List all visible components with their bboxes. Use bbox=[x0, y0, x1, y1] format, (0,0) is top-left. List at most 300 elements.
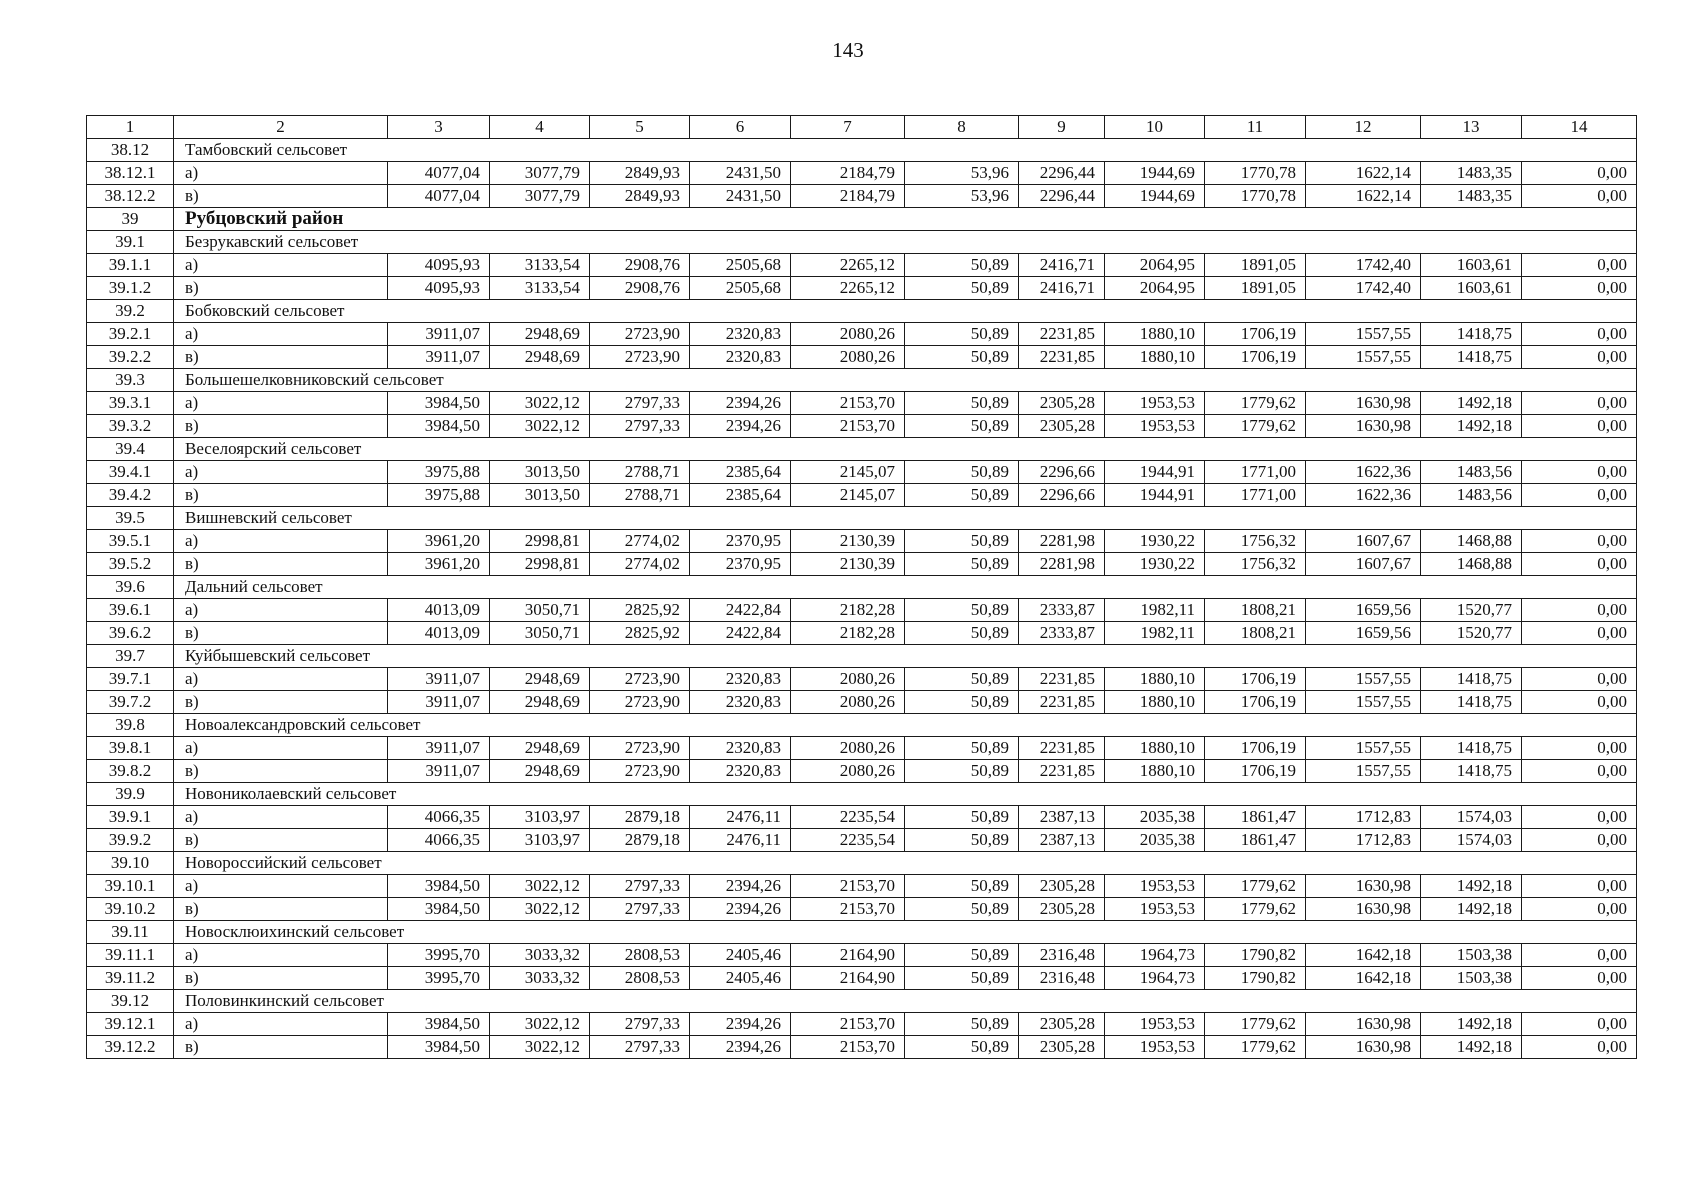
value-cell: 1930,22 bbox=[1105, 553, 1205, 576]
value-cell: 2849,93 bbox=[590, 162, 690, 185]
value-cell: 2908,76 bbox=[590, 277, 690, 300]
table-row bbox=[87, 1036, 1637, 1059]
row-code: 39.2.1 bbox=[87, 323, 174, 346]
value-cell: 3911,07 bbox=[388, 691, 490, 714]
value-cell: 1964,73 bbox=[1105, 944, 1205, 967]
value-cell: 2320,83 bbox=[690, 760, 791, 783]
value-cell: 4013,09 bbox=[388, 622, 490, 645]
value-cell: 1630,98 bbox=[1306, 392, 1421, 415]
value-cell: 50,89 bbox=[905, 461, 1019, 484]
settlement-name: Новосклюихинский сельсовет bbox=[174, 921, 1637, 944]
row-label: в) bbox=[174, 898, 388, 921]
value-cell: 50,89 bbox=[905, 484, 1019, 507]
settlement-name: Куйбышевский сельсовет bbox=[174, 645, 1637, 668]
table-row bbox=[87, 323, 1637, 346]
value-cell: 2265,12 bbox=[791, 254, 905, 277]
settlement-row bbox=[87, 645, 1637, 668]
value-cell: 1574,03 bbox=[1421, 806, 1522, 829]
value-cell: 1944,91 bbox=[1105, 461, 1205, 484]
row-label: а) bbox=[174, 944, 388, 967]
value-cell: 4066,35 bbox=[388, 806, 490, 829]
value-cell: 2130,39 bbox=[791, 530, 905, 553]
value-cell: 50,89 bbox=[905, 1013, 1019, 1036]
value-cell: 1790,82 bbox=[1205, 944, 1306, 967]
row-code: 39.11.1 bbox=[87, 944, 174, 967]
value-cell: 3911,07 bbox=[388, 668, 490, 691]
row-code: 39.10.2 bbox=[87, 898, 174, 921]
value-cell: 1944,69 bbox=[1105, 185, 1205, 208]
row-label: а) bbox=[174, 254, 388, 277]
value-cell: 2296,44 bbox=[1019, 185, 1105, 208]
settlement-row bbox=[87, 300, 1637, 323]
value-cell: 1603,61 bbox=[1421, 277, 1522, 300]
value-cell: 2064,95 bbox=[1105, 254, 1205, 277]
value-cell: 1706,19 bbox=[1205, 691, 1306, 714]
row-label: а) bbox=[174, 599, 388, 622]
settlement-row bbox=[87, 783, 1637, 806]
value-cell: 1861,47 bbox=[1205, 829, 1306, 852]
settlement-row bbox=[87, 714, 1637, 737]
value-cell: 0,00 bbox=[1522, 346, 1637, 369]
value-cell: 1712,83 bbox=[1306, 806, 1421, 829]
settlement-row bbox=[87, 507, 1637, 530]
value-cell: 2394,26 bbox=[690, 898, 791, 921]
value-cell: 2948,69 bbox=[490, 760, 590, 783]
value-cell: 2153,70 bbox=[791, 1013, 905, 1036]
value-cell: 2035,38 bbox=[1105, 829, 1205, 852]
value-cell: 4077,04 bbox=[388, 162, 490, 185]
value-cell: 3911,07 bbox=[388, 323, 490, 346]
row-code: 38.12 bbox=[87, 139, 174, 162]
table-row bbox=[87, 829, 1637, 852]
value-cell: 2153,70 bbox=[791, 392, 905, 415]
row-label: а) bbox=[174, 1013, 388, 1036]
value-cell: 1712,83 bbox=[1306, 829, 1421, 852]
table-row bbox=[87, 392, 1637, 415]
row-code: 39.10 bbox=[87, 852, 174, 875]
row-code: 39.5.1 bbox=[87, 530, 174, 553]
value-cell: 2064,95 bbox=[1105, 277, 1205, 300]
value-cell: 50,89 bbox=[905, 553, 1019, 576]
value-cell: 1790,82 bbox=[1205, 967, 1306, 990]
value-cell: 1622,36 bbox=[1306, 461, 1421, 484]
settlement-row bbox=[87, 139, 1637, 162]
row-code: 38.12.1 bbox=[87, 162, 174, 185]
value-cell: 3022,12 bbox=[490, 875, 590, 898]
column-number-header: 12 bbox=[1306, 116, 1421, 139]
value-cell: 1880,10 bbox=[1105, 760, 1205, 783]
value-cell: 1557,55 bbox=[1306, 691, 1421, 714]
value-cell: 1622,36 bbox=[1306, 484, 1421, 507]
value-cell: 53,96 bbox=[905, 185, 1019, 208]
value-cell: 0,00 bbox=[1522, 415, 1637, 438]
value-cell: 2320,83 bbox=[690, 323, 791, 346]
value-cell: 2296,44 bbox=[1019, 162, 1105, 185]
value-cell: 2998,81 bbox=[490, 553, 590, 576]
value-cell: 1779,62 bbox=[1205, 415, 1306, 438]
value-cell: 3975,88 bbox=[388, 461, 490, 484]
value-cell: 1642,18 bbox=[1306, 944, 1421, 967]
value-cell: 3022,12 bbox=[490, 415, 590, 438]
row-code: 39.9.1 bbox=[87, 806, 174, 829]
value-cell: 1742,40 bbox=[1306, 277, 1421, 300]
value-cell: 3050,71 bbox=[490, 599, 590, 622]
value-cell: 2145,07 bbox=[791, 461, 905, 484]
value-cell: 3961,20 bbox=[388, 530, 490, 553]
table-row bbox=[87, 760, 1637, 783]
value-cell: 50,89 bbox=[905, 415, 1019, 438]
table-row bbox=[87, 277, 1637, 300]
row-code: 39.1 bbox=[87, 231, 174, 254]
value-cell: 2723,90 bbox=[590, 323, 690, 346]
value-cell: 2774,02 bbox=[590, 530, 690, 553]
value-cell: 0,00 bbox=[1522, 599, 1637, 622]
value-cell: 2385,64 bbox=[690, 461, 791, 484]
value-cell: 50,89 bbox=[905, 622, 1019, 645]
value-cell: 0,00 bbox=[1522, 668, 1637, 691]
column-number-header: 14 bbox=[1522, 116, 1637, 139]
settlement-name: Новороссийский сельсовет bbox=[174, 852, 1637, 875]
value-cell: 3133,54 bbox=[490, 277, 590, 300]
value-cell: 1779,62 bbox=[1205, 392, 1306, 415]
value-cell: 2948,69 bbox=[490, 346, 590, 369]
value-cell: 1756,32 bbox=[1205, 530, 1306, 553]
value-cell: 1642,18 bbox=[1306, 967, 1421, 990]
value-cell: 4095,93 bbox=[388, 254, 490, 277]
value-cell: 1659,56 bbox=[1306, 622, 1421, 645]
row-code: 39.7.1 bbox=[87, 668, 174, 691]
column-number-header: 2 bbox=[174, 116, 388, 139]
value-cell: 1779,62 bbox=[1205, 1036, 1306, 1059]
column-number-header: 8 bbox=[905, 116, 1019, 139]
row-label: в) bbox=[174, 185, 388, 208]
value-cell: 3133,54 bbox=[490, 254, 590, 277]
value-cell: 1861,47 bbox=[1205, 806, 1306, 829]
value-cell: 2879,18 bbox=[590, 829, 690, 852]
value-cell: 3033,32 bbox=[490, 944, 590, 967]
value-cell: 50,89 bbox=[905, 944, 1019, 967]
column-number-header: 9 bbox=[1019, 116, 1105, 139]
value-cell: 1930,22 bbox=[1105, 530, 1205, 553]
value-cell: 1483,56 bbox=[1421, 461, 1522, 484]
table-row bbox=[87, 415, 1637, 438]
row-code: 39.6.2 bbox=[87, 622, 174, 645]
table-row bbox=[87, 254, 1637, 277]
value-cell: 3103,97 bbox=[490, 806, 590, 829]
value-cell: 1779,62 bbox=[1205, 1013, 1306, 1036]
value-cell: 2320,83 bbox=[690, 691, 791, 714]
settlement-row bbox=[87, 990, 1637, 1013]
value-cell: 1630,98 bbox=[1306, 1013, 1421, 1036]
value-cell: 2422,84 bbox=[690, 622, 791, 645]
value-cell: 2788,71 bbox=[590, 484, 690, 507]
value-cell: 1418,75 bbox=[1421, 691, 1522, 714]
value-cell: 2908,76 bbox=[590, 254, 690, 277]
value-cell: 1706,19 bbox=[1205, 668, 1306, 691]
value-cell: 3013,50 bbox=[490, 484, 590, 507]
value-cell: 1492,18 bbox=[1421, 415, 1522, 438]
row-label: а) bbox=[174, 668, 388, 691]
value-cell: 3961,20 bbox=[388, 553, 490, 576]
value-cell: 2231,85 bbox=[1019, 737, 1105, 760]
table-row bbox=[87, 346, 1637, 369]
value-cell: 1468,88 bbox=[1421, 530, 1522, 553]
value-cell: 0,00 bbox=[1522, 254, 1637, 277]
value-cell: 0,00 bbox=[1522, 760, 1637, 783]
row-label: а) bbox=[174, 461, 388, 484]
row-code: 39.10.1 bbox=[87, 875, 174, 898]
table-row bbox=[87, 622, 1637, 645]
value-cell: 2153,70 bbox=[791, 898, 905, 921]
value-cell: 1953,53 bbox=[1105, 392, 1205, 415]
value-cell: 2182,28 bbox=[791, 622, 905, 645]
value-cell: 1808,21 bbox=[1205, 622, 1306, 645]
settlement-row bbox=[87, 369, 1637, 392]
value-cell: 2385,64 bbox=[690, 484, 791, 507]
value-cell: 1779,62 bbox=[1205, 875, 1306, 898]
value-cell: 2231,85 bbox=[1019, 760, 1105, 783]
value-cell: 1944,69 bbox=[1105, 162, 1205, 185]
value-cell: 2797,33 bbox=[590, 415, 690, 438]
row-code: 39.12 bbox=[87, 990, 174, 1013]
row-code: 39.5 bbox=[87, 507, 174, 530]
value-cell: 3995,70 bbox=[388, 967, 490, 990]
settlement-name: Тамбовский сельсовет bbox=[174, 139, 1637, 162]
value-cell: 4077,04 bbox=[388, 185, 490, 208]
value-cell: 50,89 bbox=[905, 530, 1019, 553]
value-cell: 1483,35 bbox=[1421, 185, 1522, 208]
row-code: 39.4.1 bbox=[87, 461, 174, 484]
value-cell: 3022,12 bbox=[490, 1036, 590, 1059]
column-number-header: 3 bbox=[388, 116, 490, 139]
row-code: 39.6.1 bbox=[87, 599, 174, 622]
value-cell: 1483,56 bbox=[1421, 484, 1522, 507]
table-row bbox=[87, 162, 1637, 185]
value-cell: 50,89 bbox=[905, 668, 1019, 691]
value-cell: 1492,18 bbox=[1421, 1013, 1522, 1036]
value-cell: 2394,26 bbox=[690, 392, 791, 415]
row-label: в) bbox=[174, 553, 388, 576]
table-row bbox=[87, 530, 1637, 553]
row-label: а) bbox=[174, 875, 388, 898]
value-cell: 2153,70 bbox=[791, 415, 905, 438]
settlement-name: Большешелковниковский сельсовет bbox=[174, 369, 1637, 392]
settlement-name: Веселоярский сельсовет bbox=[174, 438, 1637, 461]
value-cell: 1880,10 bbox=[1105, 737, 1205, 760]
table-row bbox=[87, 484, 1637, 507]
row-label: в) bbox=[174, 691, 388, 714]
value-cell: 3984,50 bbox=[388, 415, 490, 438]
value-cell: 1808,21 bbox=[1205, 599, 1306, 622]
value-cell: 2184,79 bbox=[791, 162, 905, 185]
column-number-header: 13 bbox=[1421, 116, 1522, 139]
table-row bbox=[87, 185, 1637, 208]
value-cell: 50,89 bbox=[905, 599, 1019, 622]
value-cell: 0,00 bbox=[1522, 1013, 1637, 1036]
value-cell: 50,89 bbox=[905, 691, 1019, 714]
value-cell: 2164,90 bbox=[791, 967, 905, 990]
value-cell: 2394,26 bbox=[690, 1013, 791, 1036]
value-cell: 2849,93 bbox=[590, 185, 690, 208]
value-cell: 3911,07 bbox=[388, 737, 490, 760]
row-code: 39.5.2 bbox=[87, 553, 174, 576]
row-label: в) bbox=[174, 346, 388, 369]
value-cell: 1953,53 bbox=[1105, 415, 1205, 438]
value-cell: 2476,11 bbox=[690, 829, 791, 852]
value-cell: 2305,28 bbox=[1019, 415, 1105, 438]
value-cell: 2797,33 bbox=[590, 875, 690, 898]
value-cell: 0,00 bbox=[1522, 967, 1637, 990]
row-code: 39.12.1 bbox=[87, 1013, 174, 1036]
value-cell: 1964,73 bbox=[1105, 967, 1205, 990]
row-label: а) bbox=[174, 737, 388, 760]
value-cell: 1706,19 bbox=[1205, 346, 1306, 369]
value-cell: 50,89 bbox=[905, 323, 1019, 346]
row-code: 39.8.1 bbox=[87, 737, 174, 760]
value-cell: 2153,70 bbox=[791, 1036, 905, 1059]
value-cell: 0,00 bbox=[1522, 461, 1637, 484]
value-cell: 1557,55 bbox=[1306, 760, 1421, 783]
value-cell: 1659,56 bbox=[1306, 599, 1421, 622]
value-cell: 50,89 bbox=[905, 737, 1019, 760]
table-row bbox=[87, 461, 1637, 484]
value-cell: 1630,98 bbox=[1306, 898, 1421, 921]
value-cell: 1557,55 bbox=[1306, 668, 1421, 691]
value-cell: 4095,93 bbox=[388, 277, 490, 300]
value-cell: 1520,77 bbox=[1421, 622, 1522, 645]
value-cell: 0,00 bbox=[1522, 553, 1637, 576]
row-code: 39.4 bbox=[87, 438, 174, 461]
value-cell: 2320,83 bbox=[690, 668, 791, 691]
value-cell: 2788,71 bbox=[590, 461, 690, 484]
value-cell: 2316,48 bbox=[1019, 944, 1105, 967]
table-row bbox=[87, 691, 1637, 714]
value-cell: 0,00 bbox=[1522, 829, 1637, 852]
value-cell: 53,96 bbox=[905, 162, 1019, 185]
value-cell: 1630,98 bbox=[1306, 1036, 1421, 1059]
value-cell: 1418,75 bbox=[1421, 737, 1522, 760]
value-cell: 3077,79 bbox=[490, 185, 590, 208]
row-code: 39.3.2 bbox=[87, 415, 174, 438]
value-cell: 2476,11 bbox=[690, 806, 791, 829]
value-cell: 4066,35 bbox=[388, 829, 490, 852]
value-cell: 0,00 bbox=[1522, 737, 1637, 760]
value-cell: 1880,10 bbox=[1105, 323, 1205, 346]
value-cell: 0,00 bbox=[1522, 277, 1637, 300]
settlement-name: Дальний сельсовет bbox=[174, 576, 1637, 599]
row-label: в) bbox=[174, 484, 388, 507]
value-cell: 1492,18 bbox=[1421, 392, 1522, 415]
value-cell: 50,89 bbox=[905, 967, 1019, 990]
value-cell: 3984,50 bbox=[388, 1013, 490, 1036]
row-code: 39.8 bbox=[87, 714, 174, 737]
settlement-name: Безрукавский сельсовет bbox=[174, 231, 1637, 254]
value-cell: 2394,26 bbox=[690, 1036, 791, 1059]
value-cell: 2320,83 bbox=[690, 737, 791, 760]
value-cell: 1770,78 bbox=[1205, 162, 1306, 185]
table-row bbox=[87, 875, 1637, 898]
table-row bbox=[87, 898, 1637, 921]
value-cell: 2416,71 bbox=[1019, 277, 1105, 300]
value-cell: 2797,33 bbox=[590, 1036, 690, 1059]
value-cell: 2130,39 bbox=[791, 553, 905, 576]
value-cell: 2808,53 bbox=[590, 944, 690, 967]
value-cell: 50,89 bbox=[905, 760, 1019, 783]
value-cell: 2080,26 bbox=[791, 760, 905, 783]
value-cell: 1756,32 bbox=[1205, 553, 1306, 576]
settlement-name: Бобковский сельсовет bbox=[174, 300, 1637, 323]
value-cell: 2164,90 bbox=[791, 944, 905, 967]
value-cell: 1706,19 bbox=[1205, 760, 1306, 783]
table-row bbox=[87, 737, 1637, 760]
district-name: Рубцовский район bbox=[174, 208, 1637, 231]
value-cell: 2948,69 bbox=[490, 691, 590, 714]
value-cell: 2998,81 bbox=[490, 530, 590, 553]
value-cell: 0,00 bbox=[1522, 806, 1637, 829]
value-cell: 2145,07 bbox=[791, 484, 905, 507]
row-code: 39.8.2 bbox=[87, 760, 174, 783]
value-cell: 2948,69 bbox=[490, 323, 590, 346]
row-label: в) bbox=[174, 277, 388, 300]
value-cell: 2080,26 bbox=[791, 691, 905, 714]
value-cell: 2333,87 bbox=[1019, 622, 1105, 645]
settlement-name: Новоалександровский сельсовет bbox=[174, 714, 1637, 737]
value-cell: 0,00 bbox=[1522, 898, 1637, 921]
value-cell: 3033,32 bbox=[490, 967, 590, 990]
table-row bbox=[87, 599, 1637, 622]
value-cell: 0,00 bbox=[1522, 622, 1637, 645]
value-cell: 2184,79 bbox=[791, 185, 905, 208]
value-cell: 2723,90 bbox=[590, 668, 690, 691]
value-cell: 2231,85 bbox=[1019, 346, 1105, 369]
value-cell: 2879,18 bbox=[590, 806, 690, 829]
value-cell: 4013,09 bbox=[388, 599, 490, 622]
value-cell: 1880,10 bbox=[1105, 346, 1205, 369]
value-cell: 2431,50 bbox=[690, 185, 791, 208]
value-cell: 1891,05 bbox=[1205, 254, 1306, 277]
column-number-header: 10 bbox=[1105, 116, 1205, 139]
value-cell: 0,00 bbox=[1522, 691, 1637, 714]
value-cell: 2035,38 bbox=[1105, 806, 1205, 829]
value-cell: 2723,90 bbox=[590, 691, 690, 714]
value-cell: 3077,79 bbox=[490, 162, 590, 185]
value-cell: 0,00 bbox=[1522, 484, 1637, 507]
value-cell: 2505,68 bbox=[690, 254, 791, 277]
value-cell: 2394,26 bbox=[690, 875, 791, 898]
value-cell: 0,00 bbox=[1522, 1036, 1637, 1059]
value-cell: 0,00 bbox=[1522, 162, 1637, 185]
value-cell: 50,89 bbox=[905, 1036, 1019, 1059]
column-number-header: 5 bbox=[590, 116, 690, 139]
value-cell: 1953,53 bbox=[1105, 875, 1205, 898]
value-cell: 2153,70 bbox=[791, 875, 905, 898]
table-row bbox=[87, 944, 1637, 967]
value-cell: 2797,33 bbox=[590, 898, 690, 921]
value-cell: 2333,87 bbox=[1019, 599, 1105, 622]
settlement-row bbox=[87, 921, 1637, 944]
value-cell: 50,89 bbox=[905, 829, 1019, 852]
value-cell: 3984,50 bbox=[388, 1036, 490, 1059]
value-cell: 1468,88 bbox=[1421, 553, 1522, 576]
value-cell: 1982,11 bbox=[1105, 599, 1205, 622]
value-cell: 3013,50 bbox=[490, 461, 590, 484]
value-cell: 1706,19 bbox=[1205, 737, 1306, 760]
value-cell: 1557,55 bbox=[1306, 323, 1421, 346]
row-code: 39.4.2 bbox=[87, 484, 174, 507]
value-cell: 1779,62 bbox=[1205, 898, 1306, 921]
value-cell: 2723,90 bbox=[590, 760, 690, 783]
row-label: в) bbox=[174, 967, 388, 990]
